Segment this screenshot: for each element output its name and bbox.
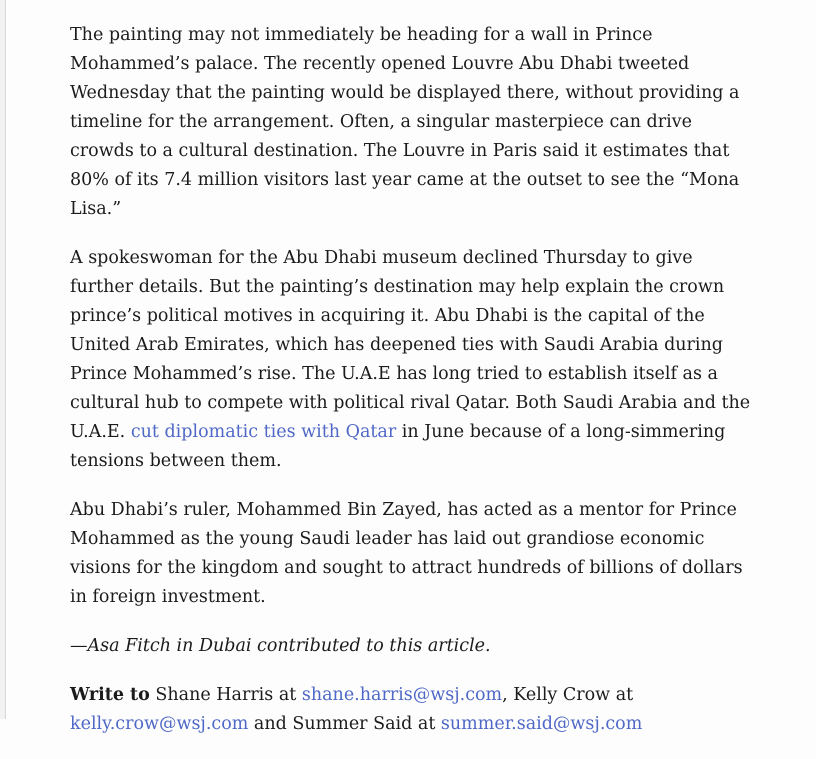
page-left-gutter [0,0,6,719]
text-run: , Kelly Crow at [502,685,633,705]
inline-link[interactable]: kelly.crow@wsj.com [70,714,248,734]
article-body [70,21,754,759]
inline-link[interactable]: cut diplomatic ties with Qatar [131,422,396,442]
text-run: Shane Harris at [150,685,302,705]
text-run: in June because of a long-simmering tensions between them. [70,422,725,471]
inline-link[interactable]: summer.said@wsj.com [441,714,642,734]
text-run: and Summer Said at [248,714,441,734]
text-run: Abu Dhabi’s ruler, Mohammed Bin Zayed, has acted as a mentor for Prince Mohammed as the young Saudi leader has laid out grandiose economic visions for the kingdom and sought to attract hundreds of billions of dollars in foreign investment. [70,500,743,607]
mentor-paragraph [70,496,754,612]
text-run: —Asa Fitch in Dubai contributed to this article. [70,636,491,656]
lede-paragraph [70,21,754,224]
uae-qatar-paragraph [70,244,754,476]
text-run: The painting may not immediately be heading for a wall in Prince Mohammed’s palace. The recently opened Louvre Abu Dhabi tweeted Wednesday that the painting would be displayed there, without providing a timeline for the arrangement. Often, a singular masterpiece can drive crowds to a cultural destination. The Louvre in Paris said it estimates that 80% of its 7.4 million visitors last year came at the outset to see the “Mona Lisa.” [70,25,739,219]
write-to-label: Write to [70,685,150,705]
text-run: A spokeswoman for the Abu Dhabi museum declined Thursday to give further details. But the painting’s destination may help explain the crown prince’s political motives in acquiring it. Abu Dhabi is the capital of the United Arab Emirates, which has deepened ties with Saudi Arabia during Prince Mohammed’s rise. The U.A.E has long tried to establish itself as a cultural hub to compete with political rival Qatar. Both Saudi Arabia and the U.A.E. [70,248,750,442]
contributor-note [70,632,754,661]
write-to-line [70,681,754,739]
inline-link[interactable]: shane.harris@wsj.com [302,685,502,705]
